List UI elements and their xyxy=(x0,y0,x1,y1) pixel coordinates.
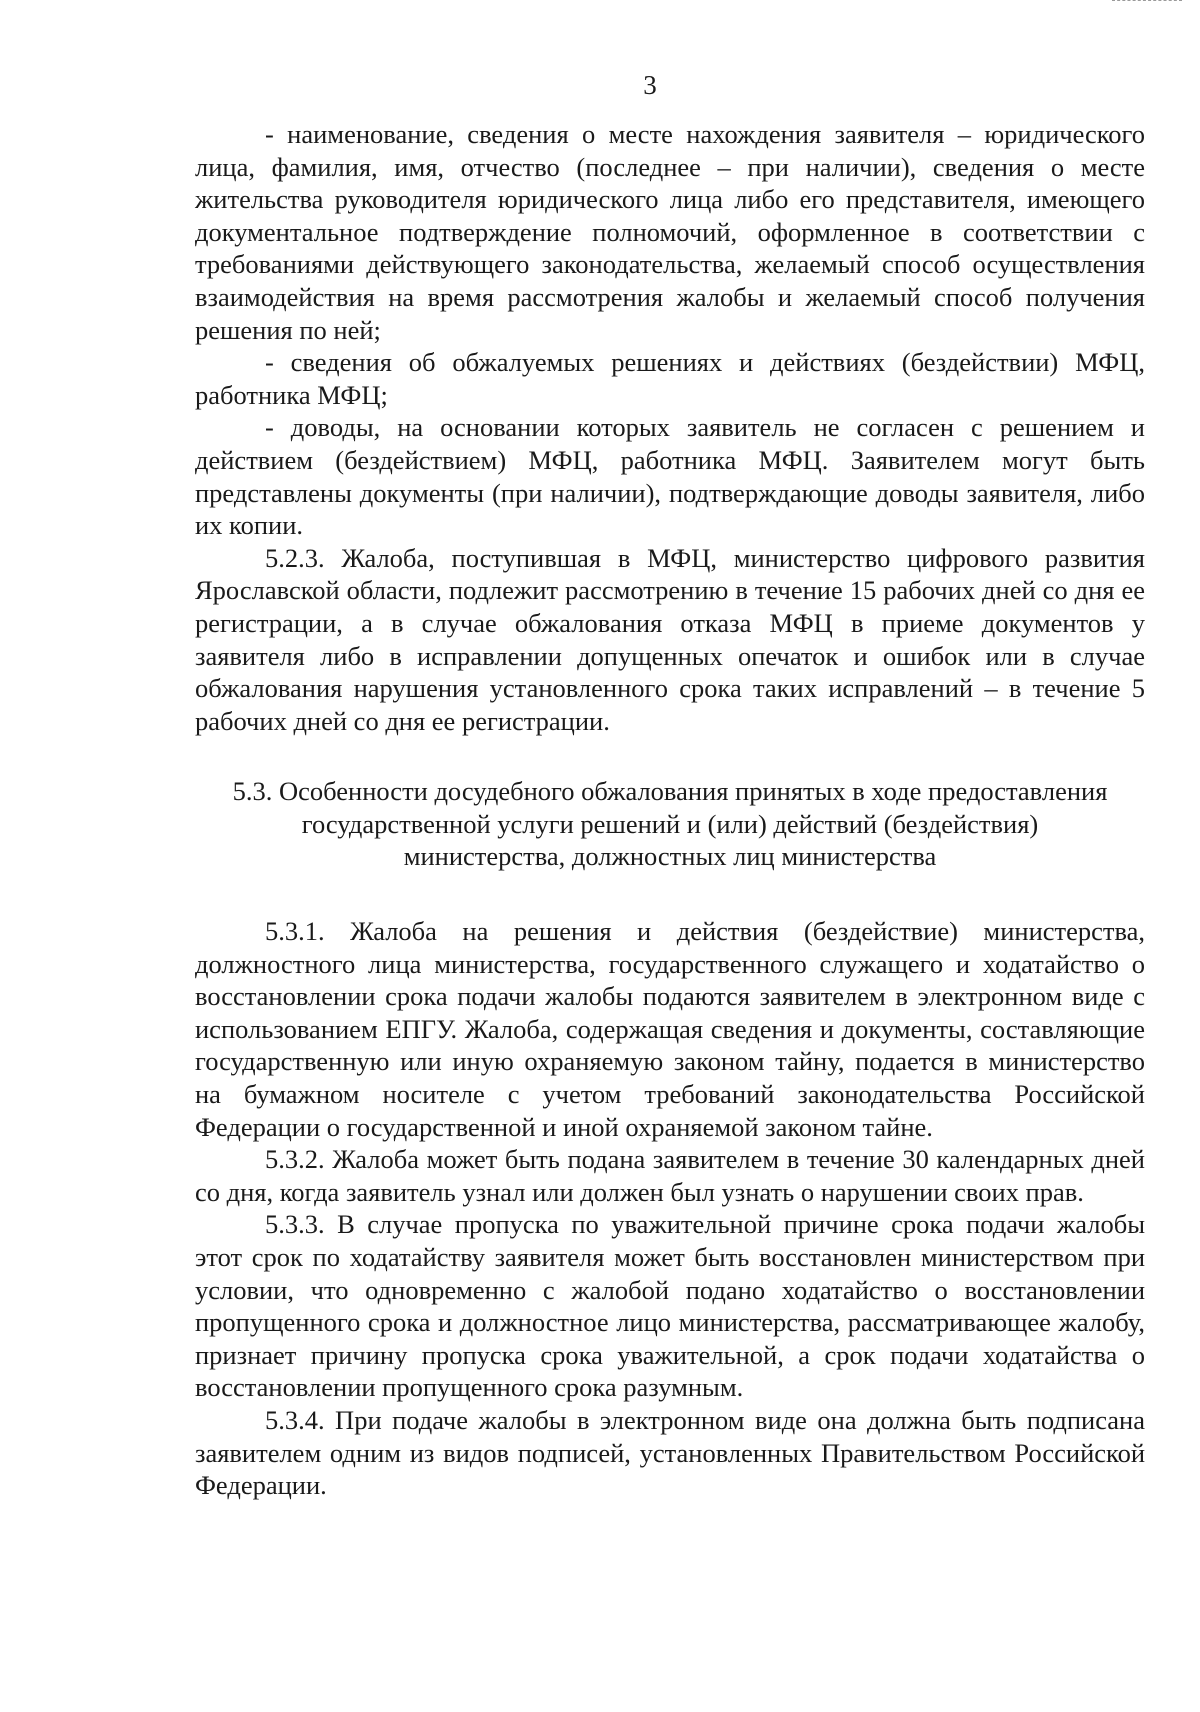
scan-corner-mark xyxy=(1112,0,1182,4)
clause-5-3-2: 5.3.2. Жалоба может быть подана заявителем в течение 30 календарных дней со дня, когда заявитель узнал или должен был узнать о нарушении своих прав. xyxy=(195,1144,1145,1207)
list-item-appealed-decisions: - сведения об обжалуемых решениях и действиях (бездействии) МФЦ, работника МФЦ; xyxy=(195,347,1145,410)
list-item-applicant-info: - наименование, сведения о месте нахождения заявителя – юридического лица, фамилия, имя, отчество (последнее – при наличии), сведения о месте жительства руководителя юридического лица либо его представителя, имеющего документальное подтверждение полномочий, оформленное в соответствии с требованиями действующего законодательства, желаемый способ осуществления взаимодействия на время рассмотрения жалобы и желаемый способ получения решения по ней; xyxy=(195,119,1145,345)
section-heading-line: министерства, должностных лиц министерства xyxy=(403,841,937,872)
clause-5-2-3: 5.2.3. Жалоба, поступившая в МФЦ, министерство цифрового развития Ярославской области, подлежит рассмотрению в течение 15 рабочих дней со дня ее регистрации, а в случае обжалования отказа МФЦ в приеме документов у заявителя либо в исправлении допущенных опечаток и ошибок или в случае обжалования нарушения установленного срока таких исправлений – в течение 5 рабочих дней со дня ее регистрации. xyxy=(195,542,1145,736)
clause-5-3-3: 5.3.3. В случае пропуска по уважительной причине срока подачи жалобы этот срок по ходатайству заявителя может быть восстановлен министерством при условии, что одновременно с жалобой подано ходатайство о восстановлении пропущенного срока и должностное лицо министерства, рассматривающее жалобу, признает причину пропуска срока уважительной, а срок подачи ходатайства о восстановлении пропущенного срока разумным. xyxy=(195,1209,1145,1403)
section-heading-line: государственной услуги решений и (или) действий (бездействия) xyxy=(301,808,1039,839)
list-item-arguments: - доводы, на основании которых заявитель не согласен с решением и действием (бездействием) МФЦ, работника МФЦ. Заявителем могут быть представлены документы (при наличии), подтверждающие доводы заявителя, либо их копии. xyxy=(195,412,1145,541)
clause-5-3-4: 5.3.4. При подаче жалобы в электронном виде она должна быть подписана заявителем одним из видов подписей, установленных Правительством Российской Федерации. xyxy=(195,1404,1145,1501)
page-number: 3 xyxy=(643,70,657,100)
section-heading-line: 5.3. Особенности досудебного обжалования принятых в ходе предоставления xyxy=(232,776,1108,807)
section-heading-5-3 xyxy=(195,775,1145,873)
clause-5-3-1: 5.3.1. Жалоба на решения и действия (бездействие) министерства, должностного лица министерства, государственного служащего и ходатайство о восстановлении срока подачи жалобы подаются заявителем в электронном виде с использованием ЕПГУ. Жалоба, содержащая сведения и документы, составляющие государственную или иную охраняемую законом тайну, подается в министерство на бумажном носителе с учетом требований законодательства Российской Федерации о государственной и иной охраняемой законом тайне. xyxy=(195,916,1145,1142)
document-body xyxy=(195,118,1145,1502)
